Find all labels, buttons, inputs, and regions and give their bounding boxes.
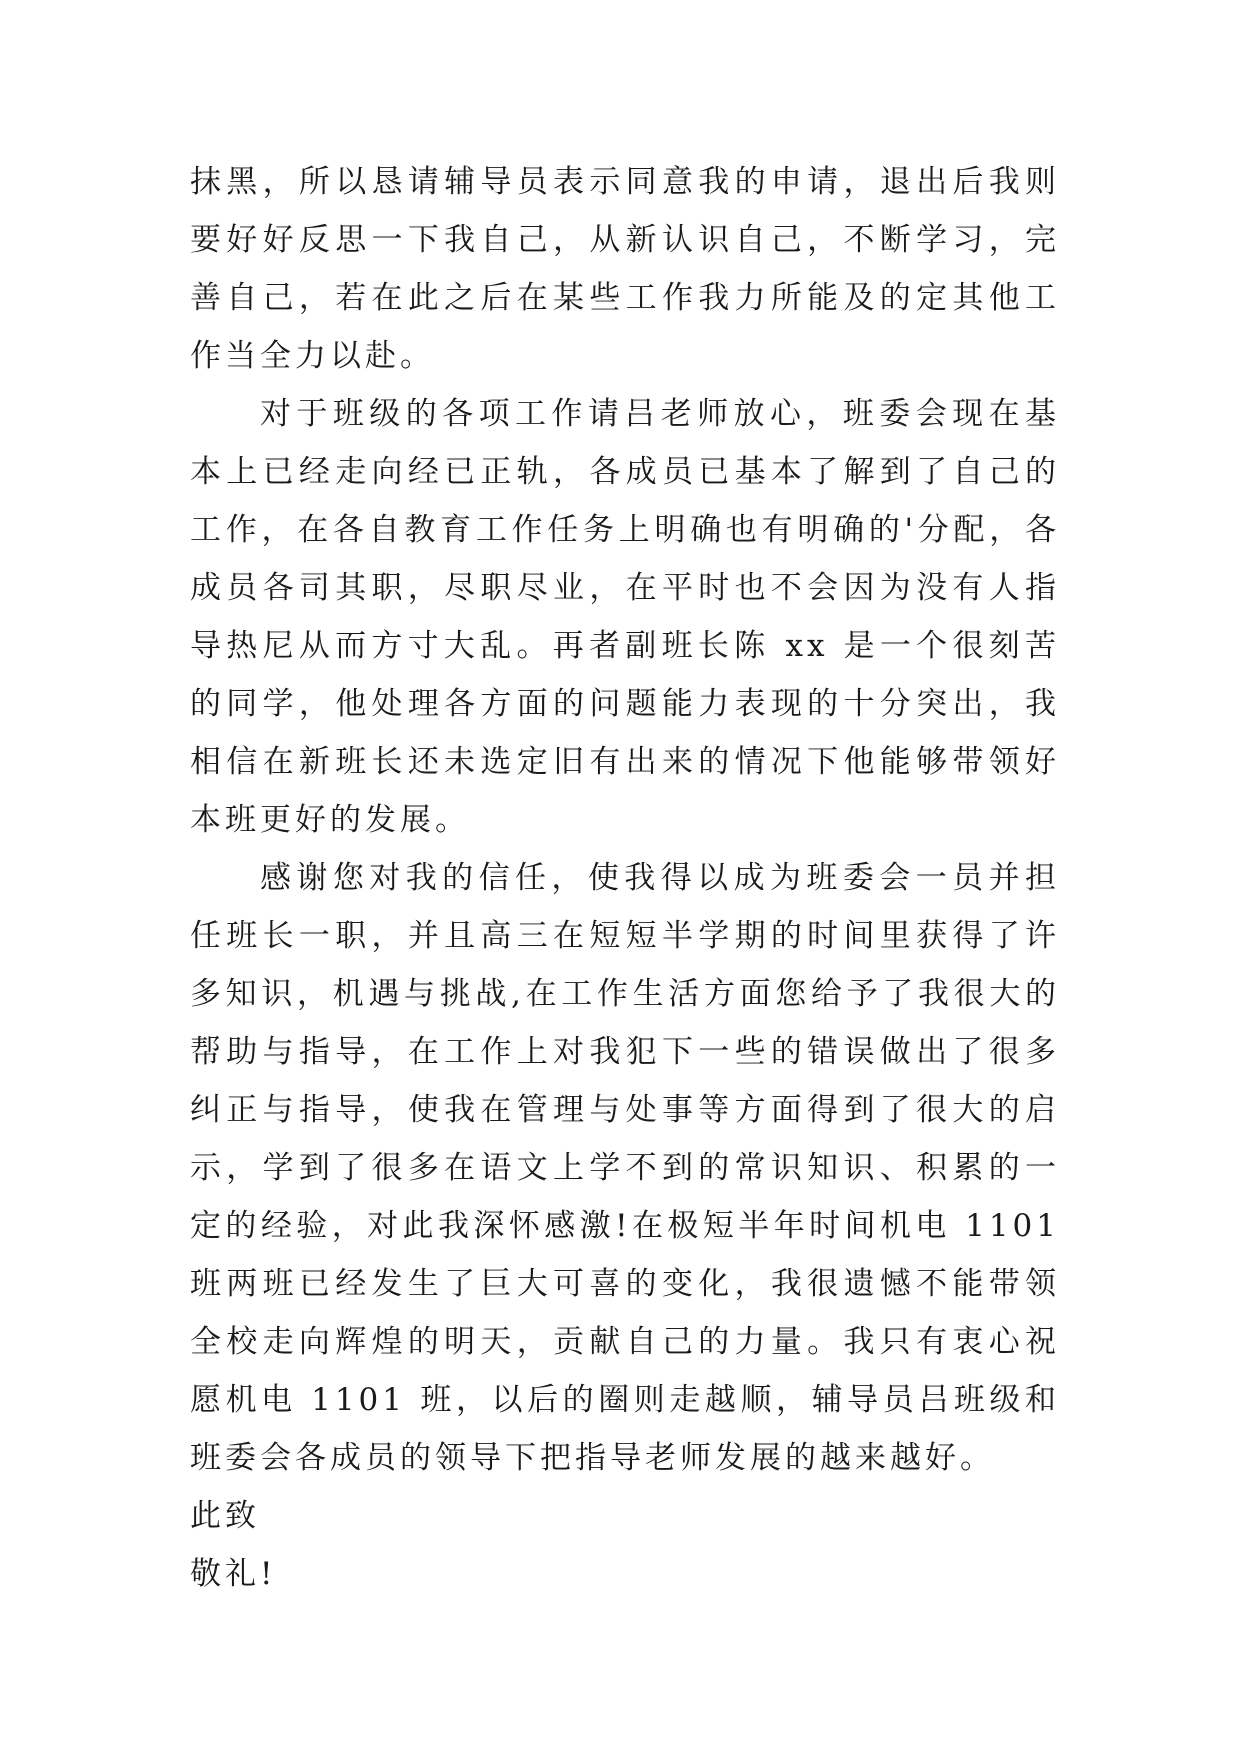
closing-regards: 敬礼! <box>190 1556 277 1592</box>
paragraph-3: 感谢您对我的信任，使我得以成为班委会一员并担任班长一职，并且高三在短短半学期的时间里获得了许多知识，机遇与挑战,在工作生活方面您给予了我很大的帮助与指导，在工作上对我犯下一些的错误做出了很多纠正与指导，使我在管理与处事等方面得到了很大的启示，学到了很多在语文上学不到的常识知识、积累的一定的经验，对此我深怀感激!在极短半年时间机电 1101 班两班已经发生了巨大可喜的变化，我很遗憾不能带领全校走向辉煌的明天，贡献自己的力量。我只有衷心祝愿机电 1101 班，以后的圈则走越顺，辅导员吕班级和班委会各成员的领导下把指导老师发展的越来越好。 <box>190 860 1060 1476</box>
paragraph-2: 对于班级的各项工作请吕老师放心，班委会现在基本上已经走向经已正轨，各成员已基本了解到了自己的工作，在各自教育工作任务上明确也有明确的'分配，各成员各司其职，尽职尽业，在平时也不会因为没有人指导热尼从而方寸大乱。再者副班长陈 xx 是一个很刻苦的同学，他处理各方面的问题能力表现的十分突出，我相信在新班长还未选定旧有出来的情况下他能够带领好本班更好的发展。 <box>190 396 1060 838</box>
closing-salutation: 此致 <box>190 1498 260 1534</box>
paragraph-1: 抹黑，所以恳请辅导员表示同意我的申请，退出后我则要好好反思一下我自己，从新认识自己，不断学习，完善自己，若在此之后在某些工作我力所能及的定其他工作当全力以赴。 <box>190 164 1060 374</box>
letter-body <box>190 153 1060 1603</box>
